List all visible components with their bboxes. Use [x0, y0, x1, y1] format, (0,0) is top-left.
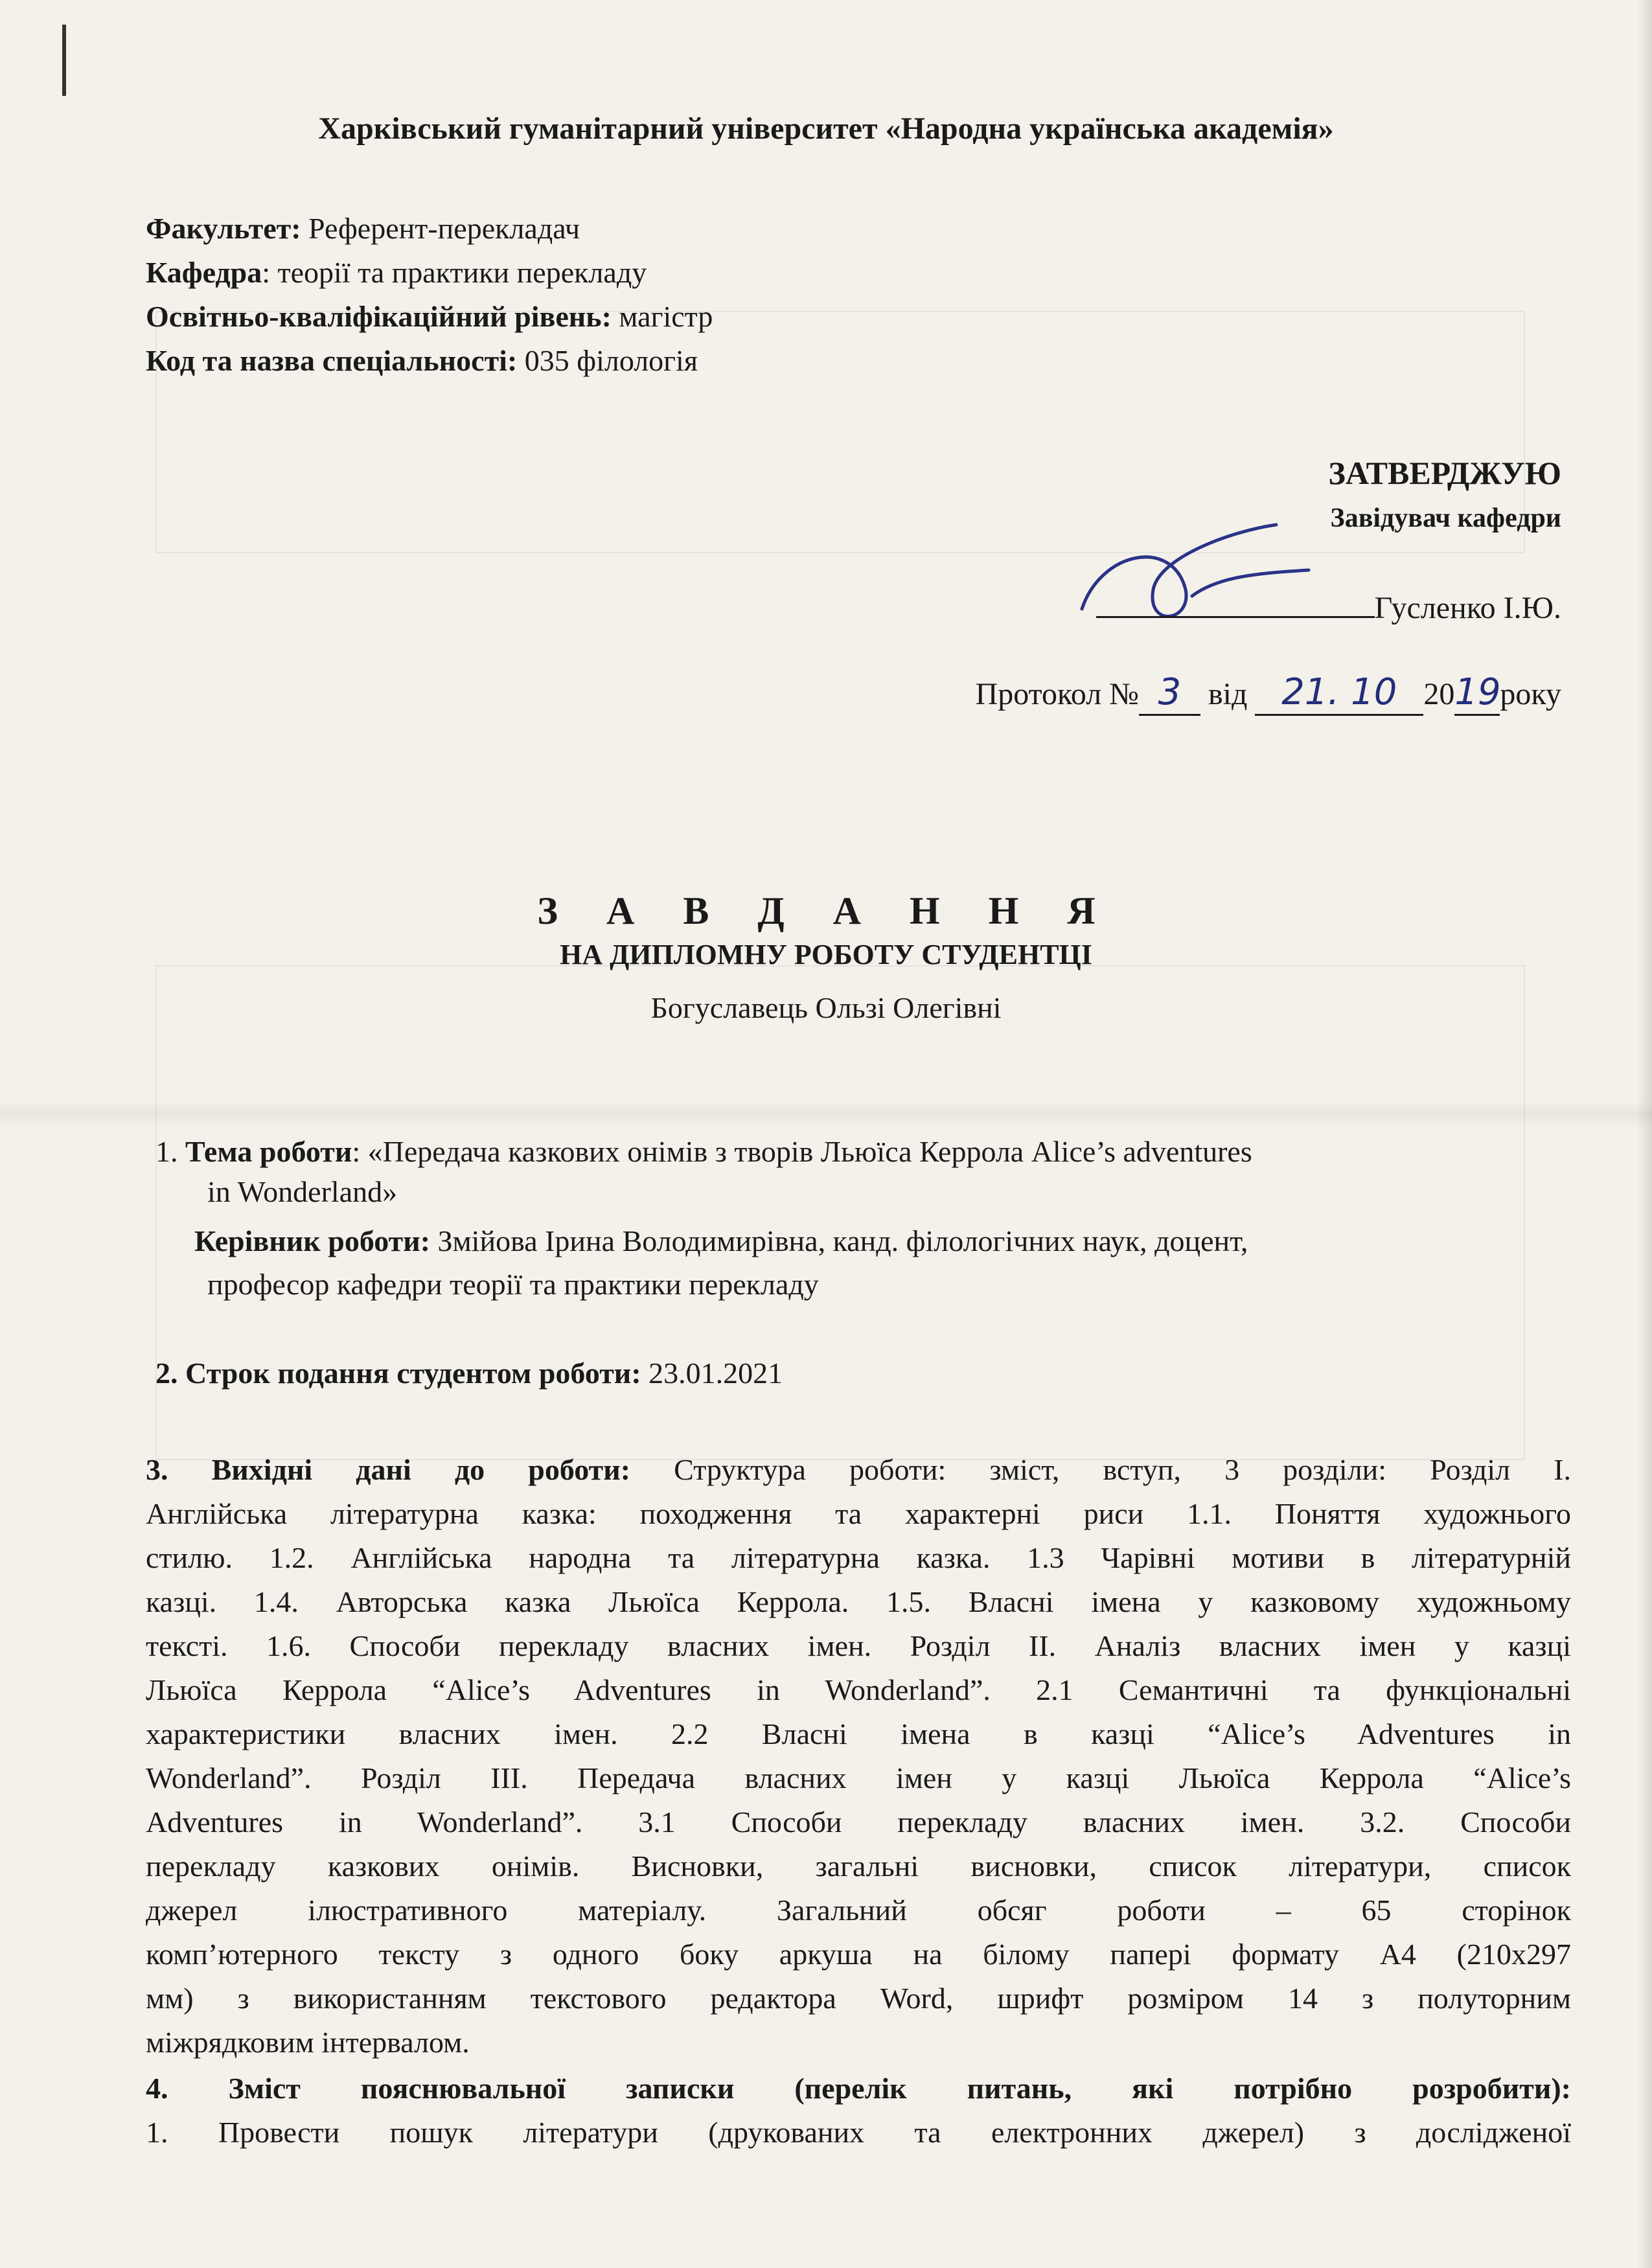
item3-text: Структура роботи: зміст, вступ, 3 розділи: Розділ І.: [630, 1453, 1571, 1486]
year-prefix: 20: [1423, 677, 1455, 711]
faculty-value: Референт-перекладач: [301, 212, 580, 245]
item3-line: перекладу казкових онімів. Висновки, загальні висновки, список літератури, список: [146, 1850, 1571, 1883]
item3-line: [146, 1448, 1571, 1492]
item3-paragraph: [146, 1448, 1571, 2065]
head-name: Гусленко І.Ю.: [1374, 591, 1561, 625]
item2-value: 23.01.2021: [641, 1357, 783, 1390]
item3-line: тексті. 1.6. Способи перекладу власних імен. Розділ ІІ. Аналіз власних імен у казці: [146, 1629, 1571, 1662]
faculty-label: Факультет:: [146, 212, 301, 245]
head-signature-line: [1096, 586, 1561, 627]
item3-line: комп’ютерного тексту з одного боку аркуша на білому папері формату А4 (210х297: [146, 1938, 1571, 1971]
approval-position: Завідувач кафедри: [1330, 503, 1561, 533]
task-subtitle: НА ДИПЛОМНУ РОБОТУ СТУДЕНТЦІ: [560, 939, 1092, 970]
task-title: З А В Д А Н Н Я: [537, 889, 1115, 932]
protocol-line: [976, 670, 1561, 716]
student-name: Богуславець Ользі Олегівні: [650, 991, 1002, 1024]
supervisor-line2: професор кафедри теорії та практики перекладу: [207, 1268, 819, 1301]
protocol-date: 21. 10: [1281, 671, 1397, 713]
item1-label: Тема роботи: [185, 1135, 352, 1168]
item1-line2: in Wonderland»: [207, 1175, 398, 1208]
level-value: магістр: [611, 300, 713, 333]
item3-line: характеристики власних імен. 2.2 Власні імена в казці “Alice’s Adventures in: [146, 1717, 1571, 1750]
item3-label: 3. Вихідні дані до роботи:: [146, 1453, 631, 1486]
item3-line: джерел ілюстративного матеріалу. Загальний обсяг роботи – 65 сторінок: [146, 1894, 1571, 1927]
item3-line: Wonderland”. Розділ ІІІ. Передача власних імен у казці Льюїса Керрола “Alice’s: [146, 1761, 1571, 1794]
university-name: Харківський гуманітарний університет «Народна українська академія»: [318, 111, 1334, 146]
faculty-line: [146, 211, 580, 246]
year-suffix: року: [1500, 677, 1561, 711]
item4-paragraph: [146, 2067, 1571, 2155]
date-prefix: від: [1208, 677, 1248, 711]
supervisor-line1: [194, 1223, 1248, 1259]
staple-mark: [62, 25, 66, 96]
supervisor-label: Керівник роботи:: [194, 1224, 431, 1257]
year-field: [1454, 670, 1500, 716]
item1-text1: : «Передача казкових онімів з творів Льюїса Керрола Alice’s adventures: [352, 1135, 1252, 1168]
item2-label: 2. Строк подання студентом роботи:: [155, 1357, 641, 1390]
specialty-label: Код та назва спеціальності:: [146, 344, 518, 377]
level-line: [146, 299, 713, 334]
item3-line: міжрядковим інтервалом.: [146, 2026, 470, 2059]
department-label: Кафедра: [146, 256, 262, 289]
department-value: : теорії та практики перекладу: [262, 256, 647, 289]
item3-line: Англійська літературна казка: походження та характерні риси 1.1. Поняття художнього: [146, 1497, 1571, 1530]
protocol-number: 3: [1158, 671, 1182, 713]
item2-line: [155, 1355, 783, 1391]
date-field: [1255, 670, 1423, 716]
paper-edge-shadow: [1636, 0, 1652, 2268]
protocol-prefix: Протокол №: [975, 677, 1139, 711]
protocol-number-field: [1139, 670, 1200, 716]
protocol-year: 19: [1454, 671, 1501, 713]
supervisor-text1: Змійова Ірина Володимирівна, канд. філологічних наук, доцент,: [430, 1224, 1248, 1257]
item4-label: 4. Зміст пояснювальної записки (перелік питань, які потрібно розробити):: [146, 2072, 1571, 2105]
department-line: [146, 255, 647, 290]
item3-line: Adventures in Wonderland”. 3.1 Способи перекладу власних імен. 3.2. Способи: [146, 1805, 1571, 1838]
specialty-value: 035 філологія: [517, 344, 698, 377]
item3-line: Льюїса Керрола “Alice’s Adventures in Wonderland”. 2.1 Семантичні та функціональні: [146, 1673, 1571, 1706]
specialty-line: [146, 343, 698, 378]
paper-fold: [0, 1101, 1652, 1127]
item3-line: казці. 1.4. Авторська казка Льюїса Керрола. 1.5. Власні імена у казковому художньому: [146, 1585, 1571, 1618]
item3-line: стилю. 1.2. Англійська народна та літературна казка. 1.3 Чарівні мотиви в літературній: [146, 1541, 1571, 1574]
level-label: Освітньо-кваліфікаційний рівень:: [146, 300, 612, 333]
item1-line1: [155, 1134, 1252, 1169]
signature-underline: [1096, 586, 1375, 618]
item1-number: 1.: [155, 1135, 178, 1168]
approval-title: ЗАТВЕРДЖУЮ: [1328, 455, 1561, 491]
item3-line: мм) з використанням текстового редактора Word, шрифт розміром 14 з полуторним: [146, 1982, 1571, 2015]
item4-line1: 1. Провести пошук літератури (друкованих та електронних джерел) з дослідженої: [146, 2116, 1571, 2149]
